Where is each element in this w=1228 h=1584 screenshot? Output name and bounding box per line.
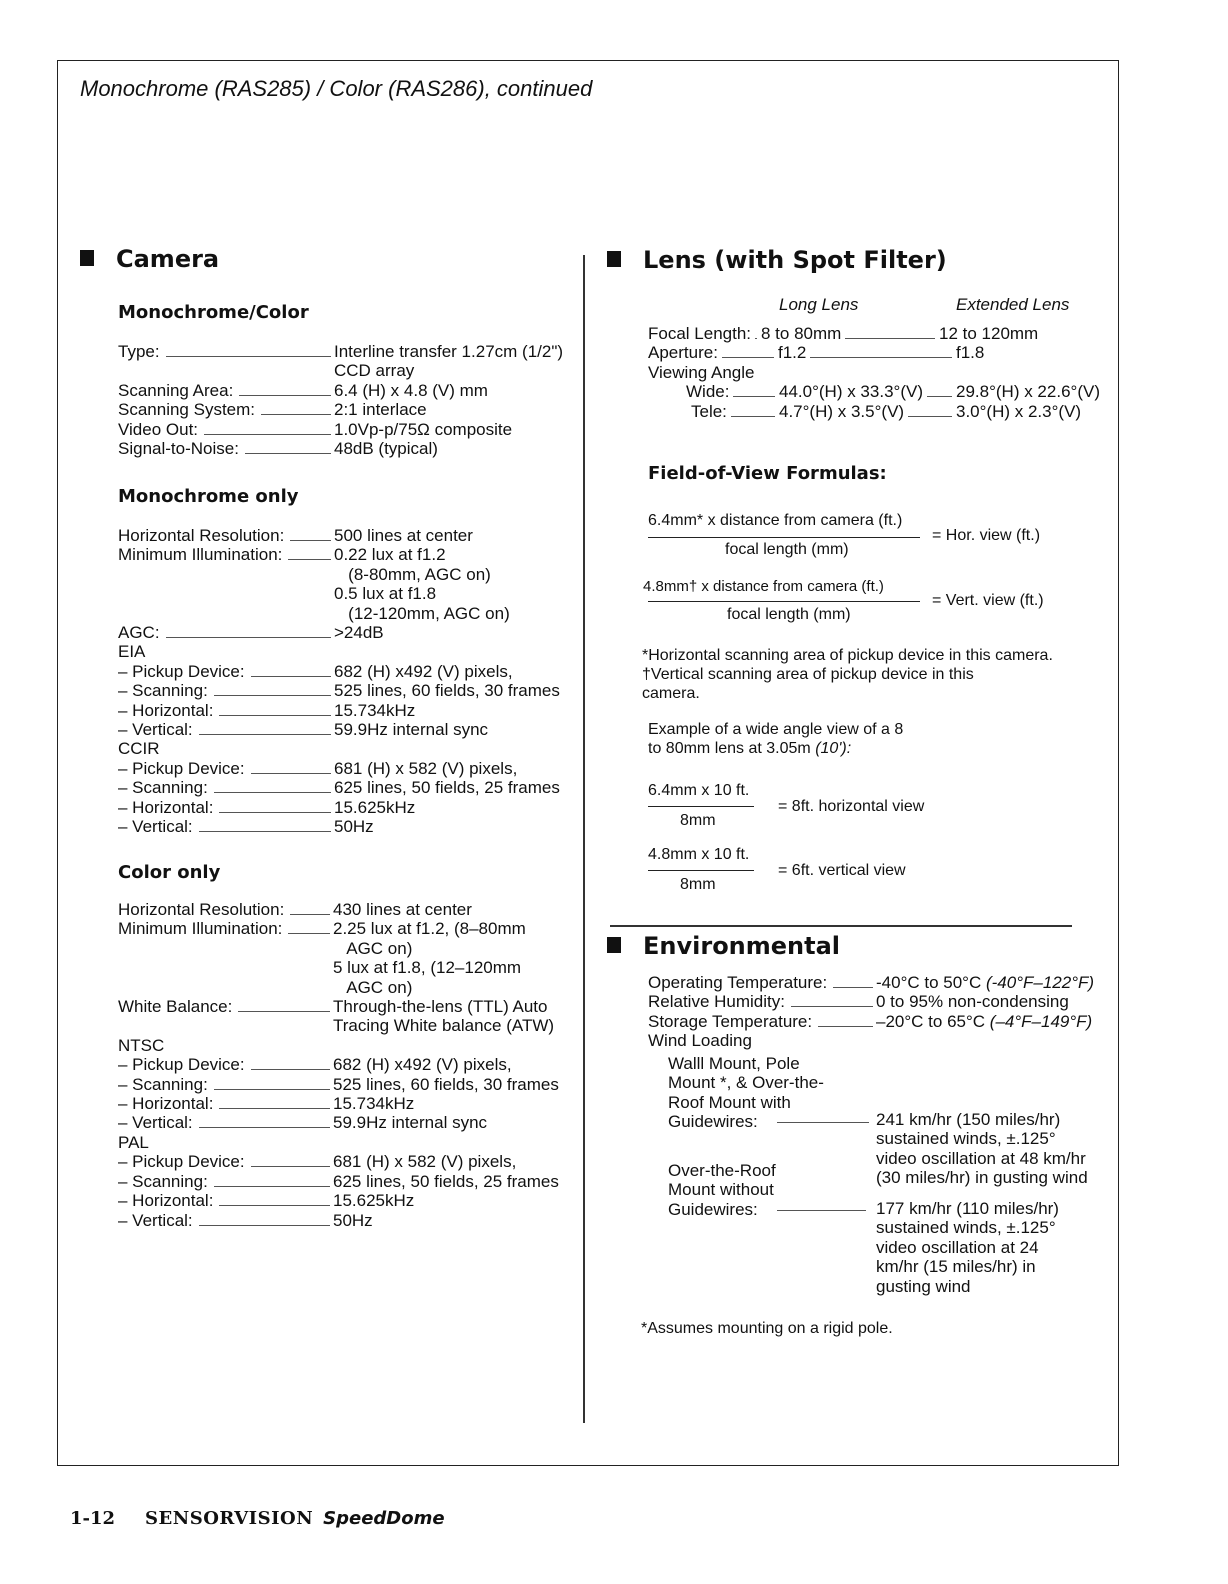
spec-label: White Balance: (118, 997, 233, 1017)
spec-row (118, 662, 560, 681)
spec-value: 625 lines, 50 fields, 25 frames (334, 778, 560, 798)
spec-row (118, 420, 563, 439)
mono-color-title: Monochrome/Color (118, 302, 309, 323)
storage-f: (–4°F–149°F) (989, 1011, 1093, 1031)
spec-label-wrap (118, 400, 334, 419)
spec-label: – Pickup Device: (118, 1055, 245, 1075)
leader (845, 338, 935, 339)
leader (288, 559, 331, 560)
spec-value: 15.625kHz (333, 1191, 415, 1211)
section-divider (610, 925, 1072, 927)
spec-row (118, 759, 560, 778)
spec-label-wrap (118, 681, 334, 700)
mono-color-specs (118, 342, 563, 458)
spec-label: – Vertical: (118, 1113, 193, 1133)
fov-title: Field-of-View Formulas: (648, 463, 887, 484)
op-temp-f: (-40°F–122°F) (985, 973, 1095, 992)
tele-ext: 3.0°(H) x 2.3°(V) (956, 401, 1082, 421)
wind-with-guidewires-value: 241 km/hr (150 miles/hr) sustained winds, ±.125° video oscillation at 48 km/hr (30 miles/hr) in gusting wind (876, 1110, 1088, 1188)
spec-row (118, 1036, 559, 1055)
humidity-label-wrap (648, 992, 876, 1011)
spec-label: – Pickup Device: (118, 661, 245, 681)
spec-label: – Horizontal: (118, 700, 214, 720)
example-result: = 6ft. vertical view (778, 862, 906, 879)
spec-value: 15.734kHz (334, 700, 416, 720)
spec-label: Signal-to-Noise: (118, 439, 239, 459)
storage-label: Storage Temperature: (648, 1011, 813, 1031)
wide-label: Wide: (686, 382, 730, 402)
brand-name: SENSORVISION (145, 1508, 314, 1529)
focal-row (648, 324, 1100, 343)
spec-value: 682 (H) x492 (V) pixels, (333, 1055, 512, 1075)
spec-row (118, 817, 560, 836)
spec-label: Minimum Illumination: (118, 545, 283, 565)
example-text (648, 720, 903, 758)
spec-value: Through-the-lens (TTL) Auto Tracing White balance (ATW) (333, 997, 555, 1036)
spec-label-wrap (118, 1094, 333, 1113)
leader (219, 1205, 330, 1206)
fraction-bar (648, 806, 754, 807)
humidity-row (648, 992, 1094, 1011)
spec-row (118, 400, 563, 419)
bullet-square-icon (607, 937, 621, 953)
fraction-bar (648, 870, 754, 871)
spec-label: AGC: (118, 623, 160, 643)
wind-row (648, 1031, 1094, 1050)
leader (199, 1127, 330, 1128)
fraction-bar (648, 537, 920, 538)
leader (251, 773, 331, 774)
spec-value: >24dB (334, 623, 384, 643)
leader (245, 453, 331, 454)
spec-value: 525 lines, 60 fields, 30 frames (333, 1074, 559, 1094)
wind-without-guidewires-value: 177 km/hr (110 miles/hr) sustained winds, ±.125° video oscillation at 24 km/hr (15 miles/hr) in gusting wind (876, 1199, 1059, 1296)
spec-label-wrap (118, 701, 334, 720)
leader (204, 434, 331, 435)
formula-denominator: focal length (mm) (727, 606, 851, 623)
note-horizontal: *Horizontal scanning area of pickup device in this camera. (642, 647, 1053, 664)
aperture-label: Aperture: (648, 343, 718, 363)
spec-label-wrap (118, 798, 334, 817)
spec-label: Scanning System: (118, 400, 256, 420)
spec-row (118, 1191, 559, 1210)
focal-ext: 12 to 120mm (939, 324, 1039, 343)
spec-label: – Horizontal: (118, 1094, 214, 1114)
spec-row (118, 642, 560, 661)
leader (261, 414, 331, 415)
spec-label: – Horizontal: (118, 1191, 214, 1211)
leader (199, 1225, 330, 1226)
focal-long: 8 to 80mm (761, 324, 842, 343)
spec-label: Scanning Area: (118, 380, 234, 400)
leader (908, 416, 952, 417)
example-line2-text: to 80mm lens at 3.05m (648, 740, 816, 757)
leader (733, 396, 775, 397)
environmental-section-title (607, 932, 840, 960)
spec-label: – Pickup Device: (118, 1152, 245, 1172)
spec-value: 625 lines, 50 fields, 25 frames (333, 1171, 559, 1191)
spec-value: 15.734kHz (333, 1094, 415, 1114)
formula-result: = Vert. view (ft.) (932, 592, 1044, 609)
page-number: 1-12 (70, 1508, 116, 1529)
spec-label-wrap (118, 720, 334, 739)
op-temp-label-wrap (648, 973, 876, 992)
spec-label-wrap (118, 997, 333, 1036)
wind-label: Wind Loading (648, 1031, 752, 1051)
spec-row (118, 997, 559, 1036)
formula-result: = Hor. view (ft.) (932, 527, 1041, 544)
leader (731, 416, 775, 417)
leader (199, 831, 331, 832)
spec-value: 1.0Vp-p/75Ω composite (334, 419, 513, 439)
storage-label-wrap (648, 1012, 876, 1031)
spec-row (118, 439, 563, 458)
example-line2-italic: (10'): (815, 740, 852, 757)
humidity-value: 0 to 95% non-condensing (876, 992, 1069, 1012)
leader (214, 1089, 330, 1090)
op-temp-row (648, 973, 1094, 992)
spec-value: 681 (H) x 582 (V) pixels, (333, 1152, 517, 1172)
footnote: *Assumes mounting on a rigid pole. (641, 1320, 893, 1337)
leader (777, 1210, 866, 1211)
spec-label-wrap (118, 1172, 333, 1191)
environmental-specs (648, 973, 1094, 1051)
spec-label-wrap (118, 1152, 333, 1171)
wide-long-wrap (779, 382, 956, 401)
spec-row (118, 720, 560, 739)
focal-label-wrap (648, 324, 761, 343)
viewing-label: Viewing Angle (648, 362, 755, 382)
viewing-row (648, 363, 1100, 382)
spec-value: 48dB (typical) (334, 439, 438, 459)
spec-label-wrap (118, 623, 334, 642)
spec-row (118, 1152, 559, 1171)
spec-label-wrap (118, 1075, 333, 1094)
spec-label: Video Out: (118, 419, 199, 439)
page-footer (70, 1508, 445, 1529)
spec-value: 0.22 lux at f1.2 (8-80mm, AGC on) 0.5 lux at f1.8 (12-120mm, AGC on) (334, 545, 510, 623)
tele-long: 4.7°(H) x 3.5°(V) (779, 401, 905, 421)
leader (722, 357, 774, 358)
spec-value: 2:1 interlace (334, 400, 427, 420)
focal-long-wrap (761, 324, 939, 343)
tele-label: Tele: (691, 401, 727, 421)
leader (166, 356, 331, 357)
spec-group-heading: EIA (118, 642, 146, 662)
leader (199, 734, 331, 735)
leader (219, 1108, 330, 1109)
fraction-bar (648, 601, 920, 602)
spec-label-wrap (118, 778, 334, 797)
spec-value: 50Hz (333, 1210, 373, 1230)
camera-section-title (80, 245, 219, 273)
spec-row (118, 1133, 559, 1152)
leader (290, 914, 330, 915)
spec-label: – Horizontal: (118, 797, 214, 817)
leader (166, 637, 331, 638)
spec-value: 50Hz (334, 817, 374, 837)
spec-label: Type: (118, 342, 160, 361)
lens-section-title (607, 246, 947, 274)
example-denominator: 8mm (680, 812, 716, 829)
leader (290, 540, 331, 541)
spec-row (118, 798, 560, 817)
spec-label: Minimum Illumination: (118, 919, 283, 939)
example-numerator: 4.8mm x 10 ft. (648, 846, 750, 863)
spec-label-wrap (118, 817, 334, 836)
aperture-ext: f1.8 (956, 343, 985, 363)
tele-long-wrap (779, 402, 956, 421)
formula-numerator: 6.4mm* x distance from camera (ft.) (648, 512, 903, 529)
example-denominator: 8mm (680, 876, 716, 893)
leader (777, 1122, 869, 1123)
humidity-label: Relative Humidity: (648, 992, 785, 1012)
leader (214, 695, 331, 696)
wind-guidewire-value (876, 1110, 1088, 1188)
wind-with-guidewires-label: Walll Mount, Pole Mount *, & Over-the- Roof Mount with Guidewires: (668, 1054, 824, 1132)
wide-long: 44.0°(H) x 33.3°(V) (779, 382, 923, 402)
camera-title-text: Camera (116, 245, 220, 273)
storage-value (876, 1012, 1092, 1031)
tele-row (648, 402, 1100, 421)
color-only-title: Color only (118, 862, 221, 883)
leader (251, 1069, 330, 1070)
example-line2 (648, 739, 903, 758)
spec-label-wrap (118, 420, 334, 439)
spec-row (118, 701, 560, 720)
color-only-specs (118, 900, 559, 1230)
spec-row (118, 1211, 559, 1230)
leader (755, 338, 757, 339)
spec-value: 2.25 lux at f1.2, (8–80mm AGC on) 5 lux at f1.8, (12–120mm AGC on) (333, 919, 526, 997)
wind-guidewire-label (668, 1054, 824, 1132)
spec-label: Horizontal Resolution: (118, 526, 285, 545)
aperture-long-wrap (778, 343, 956, 362)
spec-row (118, 1172, 559, 1191)
spec-value: 6.4 (H) x 4.8 (V) mm (334, 380, 488, 400)
lens-title-text: Lens (with Spot Filter) (643, 246, 947, 274)
leader (219, 812, 331, 813)
spec-label: – Scanning: (118, 681, 208, 701)
spec-label-wrap (118, 381, 334, 400)
spec-label-wrap (118, 1211, 333, 1230)
wind-without-guidewires-label: Over-the-Roof Mount without Guidewires: (668, 1161, 776, 1219)
storage-temp-row (648, 1012, 1094, 1031)
spec-group-heading: CCIR (118, 739, 160, 759)
example-numerator: 6.4mm x 10 ft. (648, 782, 750, 799)
leader (219, 715, 331, 716)
spec-row (118, 1094, 559, 1113)
formula-denominator: focal length (mm) (725, 541, 849, 558)
tele-label-wrap (648, 402, 779, 421)
op-temp-label: Operating Temperature: (648, 973, 828, 992)
extended-lens-header: Extended Lens (956, 295, 1070, 314)
spec-row (118, 778, 560, 797)
op-temp-c: -40°C to 50°C (876, 973, 986, 992)
aperture-row (648, 343, 1100, 362)
spec-row (118, 381, 563, 400)
environmental-title-text: Environmental (643, 932, 841, 960)
spec-label: – Scanning: (118, 1171, 208, 1191)
scan-notes (642, 646, 1053, 703)
long-lens-header: Long Lens (779, 295, 859, 314)
spec-row (118, 739, 560, 758)
spec-label-wrap (118, 1191, 333, 1210)
storage-c: –20°C to 65°C (876, 1011, 990, 1031)
spec-label: – Scanning: (118, 1074, 208, 1094)
wide-row (648, 382, 1100, 401)
leader (251, 676, 331, 677)
example-line1: Example of a wide angle view of a 8 (648, 721, 904, 738)
spec-row (118, 545, 560, 623)
leader (239, 395, 331, 396)
leader (927, 396, 952, 397)
note-vertical: †Vertical scanning area of pickup device in this (642, 666, 974, 683)
focal-label: Focal Length: (648, 324, 752, 343)
spec-row (118, 919, 559, 997)
leader (214, 1186, 330, 1187)
leader (251, 1166, 330, 1167)
spec-label-wrap (118, 439, 334, 458)
spec-label: – Vertical: (118, 720, 193, 740)
spec-row (118, 900, 559, 919)
spec-value: 430 lines at center (333, 900, 472, 919)
example-result: = 8ft. horizontal view (778, 798, 925, 815)
wide-label-wrap (648, 382, 779, 401)
spec-label-wrap (118, 1055, 333, 1074)
aperture-label-wrap (648, 343, 778, 362)
spec-row (118, 1113, 559, 1132)
spec-value: Interline transfer 1.27cm (1/2") CCD array (334, 342, 564, 381)
leader (238, 1011, 330, 1012)
spec-row (118, 526, 560, 545)
spec-value: 500 lines at center (334, 526, 473, 545)
spec-value: 59.9Hz internal sync (334, 720, 489, 740)
spec-label: – Pickup Device: (118, 758, 245, 778)
lens-table (648, 324, 1100, 421)
spec-label-wrap (118, 759, 334, 778)
bullet-square-icon (607, 251, 621, 267)
spec-label-wrap (118, 526, 334, 545)
spec-label-wrap (118, 662, 334, 681)
spec-row (118, 623, 560, 642)
bullet-square-icon (80, 250, 94, 266)
spec-row (118, 681, 560, 700)
spec-label: – Vertical: (118, 817, 193, 837)
note-vertical-cont: camera. (642, 685, 700, 702)
spec-row (118, 342, 563, 381)
spec-row (118, 1055, 559, 1074)
leader (214, 792, 331, 793)
formula-numerator: 4.8mm† x distance from camera (ft.) (643, 578, 884, 595)
leader (288, 933, 330, 934)
spec-group-heading: PAL (118, 1132, 149, 1152)
wind-noguide-label (668, 1161, 776, 1219)
spec-label-wrap (118, 1113, 333, 1132)
mono-only-specs (118, 526, 560, 837)
product-name: SpeedDome (323, 1508, 445, 1529)
page-title: Monochrome (RAS285) / Color (RAS286), continued (80, 76, 593, 101)
spec-value: 525 lines, 60 fields, 30 frames (334, 681, 560, 701)
spec-value: 15.625kHz (334, 797, 416, 817)
spec-label-wrap (118, 900, 333, 919)
spec-label: Horizontal Resolution: (118, 900, 285, 919)
mono-only-title: Monochrome only (118, 486, 299, 507)
aperture-long: f1.2 (778, 343, 807, 363)
spec-value: 682 (H) x492 (V) pixels, (334, 661, 513, 681)
spec-label-wrap (118, 342, 334, 381)
column-divider (583, 255, 585, 1423)
leader (818, 1026, 873, 1027)
spec-row (118, 1075, 559, 1094)
wind-noguide-value (876, 1199, 1059, 1296)
spec-label: – Scanning: (118, 778, 208, 798)
spec-value: 59.9Hz internal sync (333, 1113, 488, 1133)
leader (833, 987, 873, 988)
spec-label-wrap (118, 919, 333, 997)
spec-group-heading: NTSC (118, 1035, 165, 1055)
spec-label: – Vertical: (118, 1210, 193, 1230)
op-temp-value (876, 973, 1094, 992)
leader (810, 357, 952, 358)
wide-ext: 29.8°(H) x 22.6°(V) (956, 382, 1100, 402)
spec-value: 681 (H) x 582 (V) pixels, (334, 758, 518, 778)
leader (791, 1006, 873, 1007)
spec-label-wrap (118, 545, 334, 623)
